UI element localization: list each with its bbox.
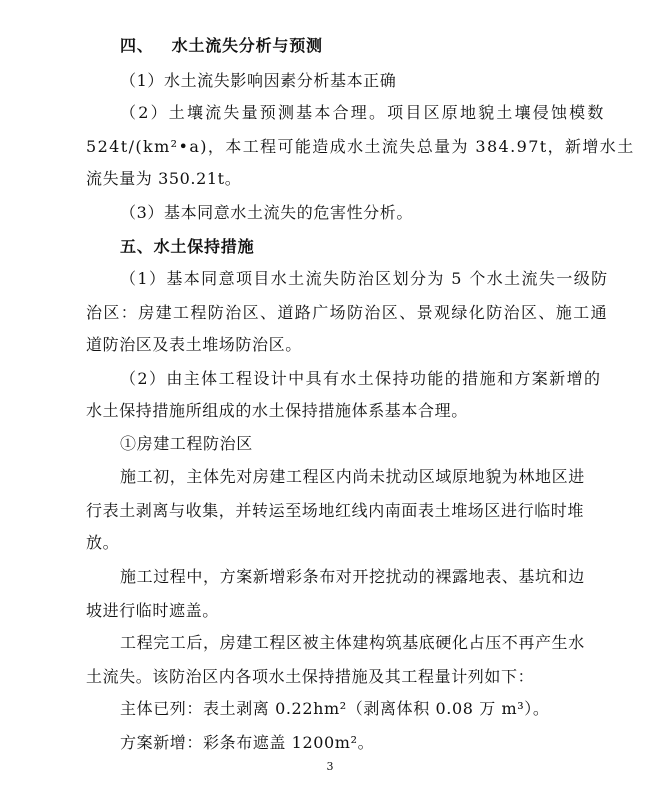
- paragraph-2-line-1: 施工过程中，方案新增彩条布对开挖扰动的裸露地表、基坑和边: [120, 567, 585, 586]
- section-4-number: 四、: [120, 36, 154, 55]
- page-number: 3: [326, 760, 334, 773]
- zone-1-title: ①房建工程防治区: [120, 434, 253, 453]
- section-5-heading: 五、水土保持措施: [120, 237, 255, 256]
- item-2-line-2-text: 524t/(km²•a)，本工程可能造成水土流失总量为 384.97t，新增水土: [86, 137, 635, 156]
- section-5-item-2-line-2: 水土保持措施所组成的水土保持措施体系基本合理。: [86, 401, 468, 420]
- section-5-item-1-line-2: 治区：房建工程防治区、道路广场防治区、景观绿化防治区、施工通: [86, 303, 609, 322]
- paragraph-3-line-2: 土流失。该防治区内各项水土保持措施及其工程量计列如下：: [86, 667, 535, 686]
- section-5-item-1-line-3: 道防治区及表土堆场防治区。: [86, 335, 302, 354]
- paragraph-3-line-1: 工程完工后，房建工程区被主体建构筑基底硬化占压不再产生水: [120, 633, 585, 652]
- plan-added-measures: 方案新增：彩条布遮盖 1200m²。: [120, 733, 375, 752]
- main-listed-measures: 主体已列：表土剥离 0.22hm²（剥离体积 0.08 万 m³）。: [120, 699, 550, 718]
- section-4-item-3: （3）基本同意水土流失的危害性分析。: [120, 203, 413, 222]
- section-4-item-1: （1）水土流失影响因素分析基本正确: [120, 71, 397, 90]
- section-4-heading: [0, 36, 660, 56]
- section-5-item-2-line-1: （2）由主体工程设计中具有水土保持功能的措施和方案新增的: [120, 369, 602, 388]
- section-4-item-2-line-3: 流失量为 350.21t。: [86, 169, 242, 188]
- paragraph-1-line-3: 放。: [86, 533, 120, 552]
- section-4-title: 水土流失分析与预测: [171, 36, 323, 55]
- section-5-item-1-line-1: （1）基本同意项目水土流失防治区划分为 5 个水土流失一级防: [120, 269, 609, 288]
- paragraph-2-line-2: 坡进行临时遮盖。: [86, 601, 219, 620]
- section-4-item-2-line-2: [0, 137, 660, 157]
- section-4-item-2-line-1: （2）土壤流失量预测基本合理。项目区原地貌土壤侵蚀模数: [120, 103, 606, 122]
- paragraph-1-line-2: 行表土剥离与收集，并转运至场地红线内南面表土堆场区进行临时堆: [86, 501, 585, 520]
- paragraph-1-line-1: 施工初，主体先对房建工程区内尚未扰动区域原地貌为林地区进: [120, 467, 585, 486]
